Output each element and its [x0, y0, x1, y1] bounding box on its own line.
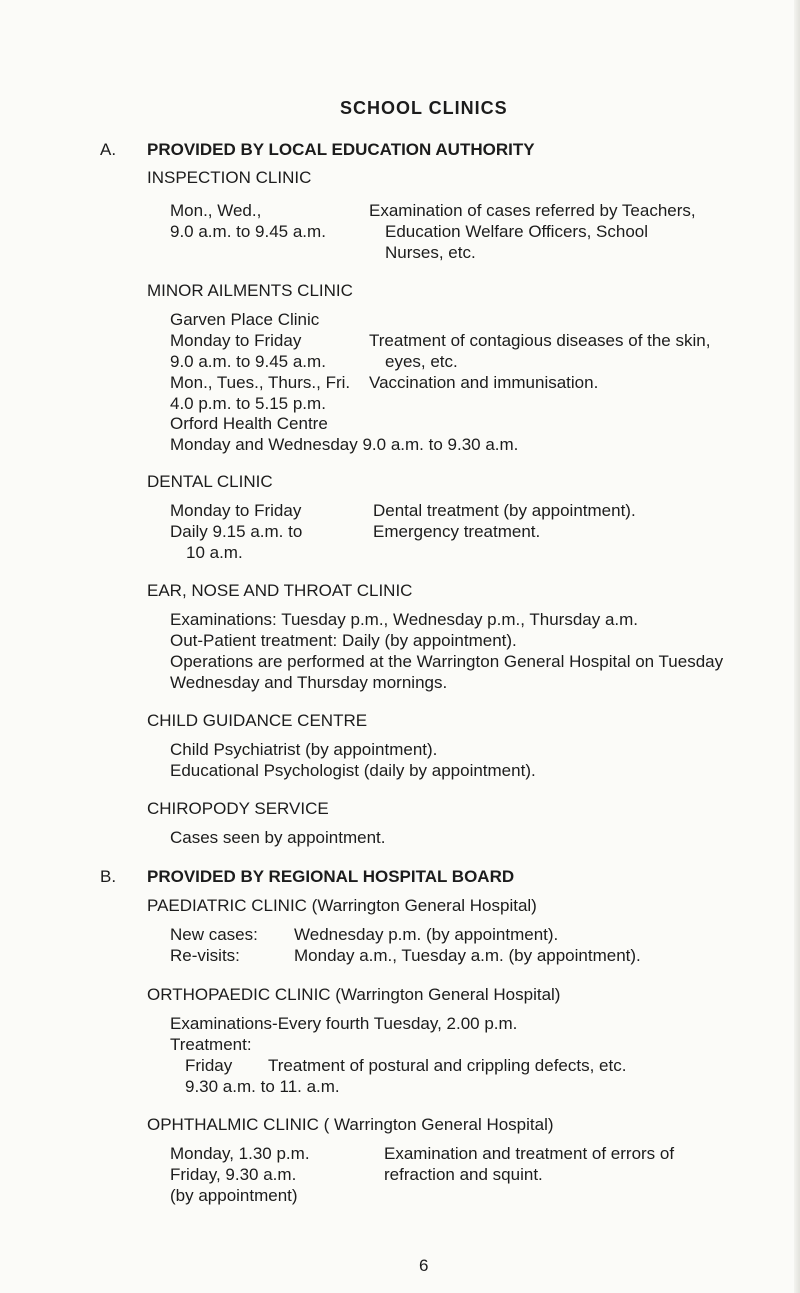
- dental-left-line: 10 a.m.: [186, 543, 243, 562]
- orthopaedic-friday: Friday: [185, 1056, 233, 1075]
- paediatric-row-label: Re-visits:: [170, 946, 240, 965]
- orthopaedic-time: 9.30 a.m. to 11. a.m.: [185, 1077, 340, 1096]
- section-b-letter: B.: [100, 867, 117, 886]
- inspection-right-line: Education Welfare Officers, School: [385, 222, 649, 241]
- orford-health-centre: Orford Health Centre: [170, 414, 328, 433]
- page-title: SCHOOL CLINICS: [340, 98, 508, 118]
- minor-ailments-title: MINOR AILMENTS CLINIC: [147, 281, 353, 300]
- chiropody-title: CHIROPODY SERVICE: [147, 799, 329, 818]
- dental-clinic-title: DENTAL CLINIC: [147, 472, 273, 491]
- garven-place-clinic: Garven Place Clinic: [170, 310, 320, 329]
- ophthalmic-clinic-title: OPHTHALMIC CLINIC ( Warrington General Hospital): [147, 1115, 554, 1134]
- orthopaedic-examinations: Examinations-Every fourth Tuesday, 2.00 p.m.: [170, 1014, 518, 1033]
- ophthalmic-right-line: refraction and squint.: [384, 1165, 543, 1184]
- inspection-left-line: 9.0 a.m. to 9.45 a.m.: [170, 222, 326, 241]
- section-a-letter: A.: [100, 140, 117, 159]
- orthopaedic-clinic-title: ORTHOPAEDIC CLINIC (Warrington General Hospital): [147, 985, 561, 1004]
- minor-left-line: Mon., Tues., Thurs., Fri.: [170, 373, 351, 392]
- orthopaedic-friday-value: Treatment of postural and crippling defects, etc.: [268, 1056, 627, 1075]
- child-guidance-line: Educational Psychologist (daily by appointment).: [170, 761, 536, 780]
- minor-right-line: eyes, etc.: [385, 352, 458, 371]
- dental-left-line: Daily 9.15 a.m. to: [170, 522, 303, 541]
- ent-line: Operations are performed at the Warrington General Hospital on Tuesday: [170, 652, 724, 671]
- paediatric-row-label: New cases:: [170, 925, 258, 944]
- paediatric-row-value: Wednesday p.m. (by appointment).: [294, 925, 559, 944]
- ent-line: Out-Patient treatment: Daily (by appointment).: [170, 631, 517, 650]
- inspection-left-line: Mon., Wed.,: [170, 201, 262, 220]
- section-a-heading: PROVIDED BY LOCAL EDUCATION AUTHORITY: [147, 140, 535, 159]
- dental-right-line: Dental treatment (by appointment).: [373, 501, 636, 520]
- minor-right-line: Treatment of contagious diseases of the skin,: [369, 331, 711, 350]
- ophthalmic-left-line: (by appointment): [170, 1186, 298, 1205]
- section-b-heading: PROVIDED BY REGIONAL HOSPITAL BOARD: [147, 867, 515, 886]
- orford-times: Monday and Wednesday 9.0 a.m. to 9.30 a.m.: [170, 435, 519, 454]
- page-number: 6: [419, 1256, 429, 1275]
- ent-line: Examinations: Tuesday p.m., Wednesday p.m., Thursday a.m.: [170, 610, 639, 629]
- page-edge-shadow: [794, 0, 800, 1293]
- minor-right-line: Vaccination and immunisation.: [369, 373, 599, 392]
- paediatric-clinic-title: PAEDIATRIC CLINIC (Warrington General Hospital): [147, 896, 537, 915]
- ophthalmic-left-line: Monday, 1.30 p.m.: [170, 1144, 310, 1163]
- ophthalmic-right-line: Examination and treatment of errors of: [384, 1144, 675, 1163]
- minor-left-line: 4.0 p.m. to 5.15 p.m.: [170, 394, 326, 413]
- chiropody-line: Cases seen by appointment.: [170, 828, 386, 847]
- ophthalmic-left-line: Friday, 9.30 a.m.: [170, 1165, 297, 1184]
- dental-left-line: Monday to Friday: [170, 501, 302, 520]
- inspection-clinic-title: INSPECTION CLINIC: [147, 168, 312, 187]
- paediatric-row-value: Monday a.m., Tuesday a.m. (by appointment).: [294, 946, 641, 965]
- inspection-right-line: Examination of cases referred by Teachers,: [369, 201, 696, 220]
- child-guidance-line: Child Psychiatrist (by appointment).: [170, 740, 438, 759]
- minor-left-line: Monday to Friday: [170, 331, 302, 350]
- dental-right-line: Emergency treatment.: [373, 522, 541, 541]
- child-guidance-title: CHILD GUIDANCE CENTRE: [147, 711, 368, 730]
- ent-clinic-title: EAR, NOSE AND THROAT CLINIC: [147, 581, 413, 600]
- ent-line: Wednesday and Thursday mornings.: [170, 673, 448, 692]
- inspection-right-line: Nurses, etc.: [385, 243, 476, 262]
- minor-left-line: 9.0 a.m. to 9.45 a.m.: [170, 352, 326, 371]
- orthopaedic-treatment-label: Treatment:: [170, 1035, 252, 1054]
